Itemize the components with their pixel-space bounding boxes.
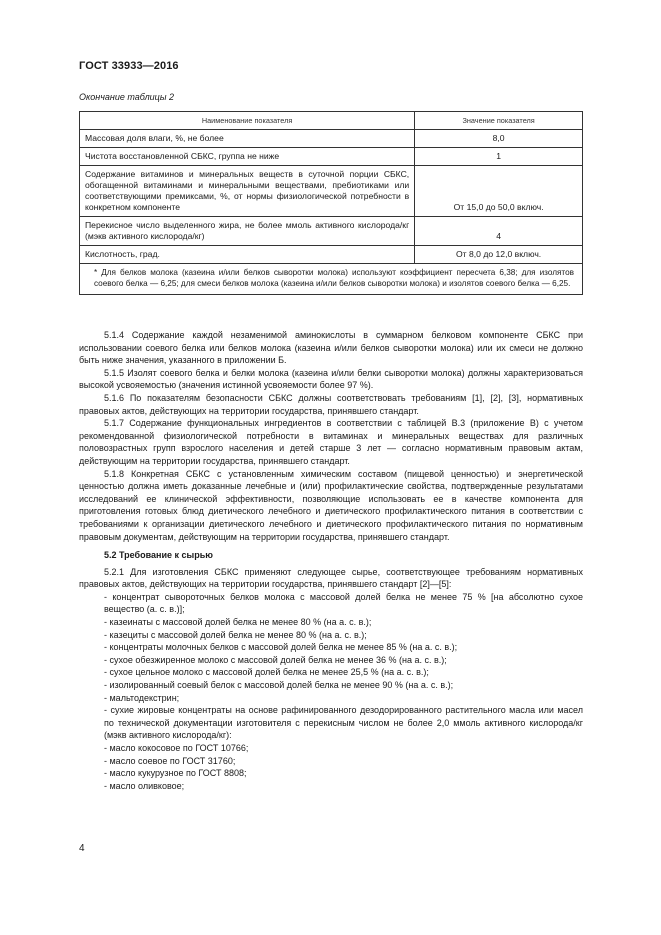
page-number: 4 (79, 843, 85, 854)
paragraph-5-2-1: 5.2.1 Для изготовления СБКС применяют следующее сырье, соответствующее требованиям нормативных правовых актов, действующих на территории государства, принявшего стандарт [2]—[5]: (79, 566, 583, 590)
row-name: Перекисное число выделенного жира, не более ммоль активного кислорода/кг (мэкв активного кислорода/кг) (80, 217, 415, 246)
col-header-value: Значение показателя (415, 112, 583, 130)
row-value: 8,0 (415, 130, 583, 148)
table-footnote-row (80, 264, 583, 294)
list-item: - масло оливковое; (104, 780, 185, 791)
table-row (80, 148, 583, 166)
list-item: - концентраты молочных белков с массовой долей белка не менее 85 % (на а. с. в.); (104, 642, 458, 653)
row-name: Кислотность, град. (80, 246, 415, 264)
list-item: - мальтодекстрин; (104, 692, 180, 703)
list-item: - масло кукурузное по ГОСТ 8808; (104, 768, 247, 779)
list-item: - сухое цельное молоко с массовой долей белка не менее 25,5 % (на а. с. в.); (104, 667, 429, 678)
list-item: - казеинаты с массовой долей белка не менее 80 % (на а. с. в.); (104, 617, 372, 628)
list-item: - изолированный соевый белок с массовой долей белка не менее 90 % (на а. с. в.); (104, 680, 454, 691)
row-value: 4 (415, 217, 583, 246)
list-item: - казециты с массовой долей белка не менее 80 % (на а. с. в.); (104, 629, 367, 640)
list-item: - концентрат сывороточных белков молока с массовой долей белка не менее 75 % [на абсолютно сухое вещество (а. с. в.)]; (104, 591, 583, 615)
row-value: От 8,0 до 12,0 включ. (415, 246, 583, 264)
paragraph-5-1-8: 5.1.8 Конкретная СБКС с установленным химическим составом (пищевой ценностью) и энергетической ценностью должна иметь доказанные лечебные и (или) профилактические свойства, подтвержденные результатами исследований ее клинической эффективности, позволяющие использовать ее в качестве компонента для приготовления готовых блюд диетического лечебного и диетического профилактического питания в соответствии с требованиями к организации диетического лечебного и диетического профилактического питания по нормативным правовым документам, действующим на территории государства, принявшего стандарт. (79, 468, 583, 542)
row-name: Чистота восстановленной СБКС, группа не ниже (80, 148, 415, 166)
paragraph-5-1-7: 5.1.7 Содержание функциональных ингредиентов в соответствии с таблицей В.3 (приложение В) с учетом рекомендованной физиологической потребности в витаминах и минеральных веществах для различных половозрастных групп взрослого населения и детей старше 3 лет — согласно нормативным правовым актам, действующим на территории государства, принявшего стандарт. (79, 418, 583, 466)
paragraph-5-1-4: 5.1.4 Содержание каждой незаменимой аминокислоты в суммарном белковом компоненте СБКС при использовании соевого белка или белков молока (казеина и/или белков сыворотки молока) или их смеси не должно быть ниже значения, указанного в приложении Б. (79, 330, 583, 366)
col-header-name: Наименование показателя (80, 112, 415, 130)
section-heading-5-2: 5.2 Требование к сырью (104, 550, 213, 561)
paragraph-5-1-6: 5.1.6 По показателям безопасности СБКС должны соответствовать требованиям [1], [2], [3], нормативных правовых актов, действующих на территории государства, принявшего стандарт. (79, 392, 583, 416)
table-row (80, 166, 583, 217)
row-value: От 15,0 до 50,0 включ. (415, 166, 583, 217)
table-row (80, 130, 583, 148)
table-header-row (80, 112, 583, 130)
list-item: - масло соевое по ГОСТ 31760; (104, 755, 236, 766)
list-item: - сухое обезжиренное молоко с массовой долей белка не менее 36 % (на а. с. в.); (104, 654, 447, 665)
paragraph-5-1-5: 5.1.5 Изолят соевого белка и белки молока (казеина и/или белки сыворотки молока) должны характеризоваться высокой усвояемостью (значения истинной усвояемости более 97 %). (79, 367, 583, 391)
list-item: - масло кокосовое по ГОСТ 10766; (104, 743, 249, 753)
table-caption: Окончание таблицы 2 (79, 92, 174, 102)
row-name: Массовая доля влаги, %, не более (80, 130, 415, 148)
row-value: 1 (415, 148, 583, 166)
table-row (80, 246, 583, 264)
row-name: Содержание витаминов и минеральных веществ в суточной порции СБКС, обогащенной витаминами и минеральными веществами, пребиотиками или соответствующими премиксами, %, от нормы физиологической потребности в конкретном компоненте (80, 166, 415, 217)
standard-header: ГОСТ 33933—2016 (79, 60, 179, 72)
table-footnote: * Для белков молока (казеина и/или белков сыворотки молока) используют коэффициент пересчета 6,38; для изолятов соевого белка — 6,25; для смеси белков молока (казеина и/или белков сыворотки молока) и изолятов соевого белка — 6,25. (80, 264, 583, 294)
list-item: - сухие жировые концентраты на основе рафинированного дезодорированного растительного масла или масел по технической документации изготовителя с перекисным числом не более 2,0 ммоль активного кислорода/кг (мэкв активного кислорода/кг): (104, 705, 583, 741)
body-text (79, 329, 583, 792)
spec-table (79, 111, 583, 295)
table-row (80, 217, 583, 246)
